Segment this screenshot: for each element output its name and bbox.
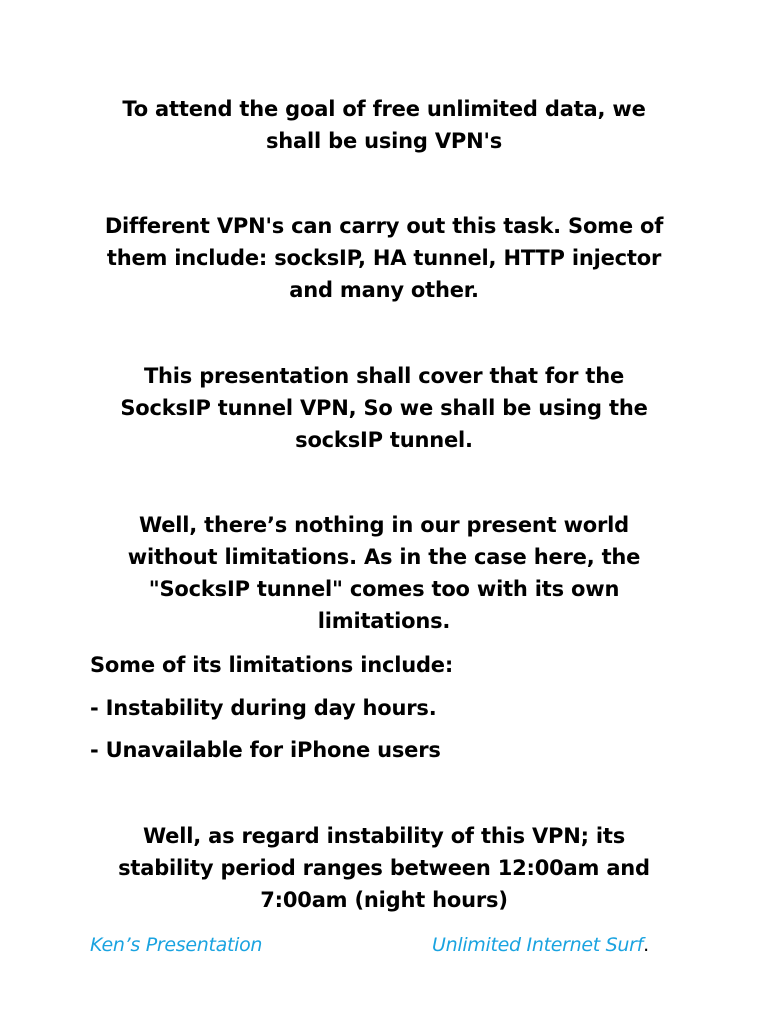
footer-right-text: [432, 930, 649, 960]
vpn-options-line-3: and many other.: [289, 278, 479, 302]
limitations-line-4: limitations.: [317, 609, 451, 633]
limitations-paragraph: [80, 509, 688, 637]
scope-paragraph: [80, 360, 688, 456]
vpn-options-line-2: them include: socksIP, HA tunnel, HTTP injector: [106, 246, 662, 270]
intro-paragraph: [80, 93, 688, 157]
footer-left-text: [90, 930, 262, 960]
limitations-line-1: Well, there’s nothing in our present world: [138, 513, 629, 537]
limitation-item: - Unavailable for iPhone users: [90, 738, 441, 762]
limitation-item: - Instability during day hours.: [90, 696, 437, 720]
footer-tagline: Unlimited Internet Surf: [432, 934, 644, 956]
closing-line-1: Well, as regard instability of this VPN; its: [142, 824, 626, 848]
intro-line-2: shall be using VPN's: [265, 129, 502, 153]
vpn-options-line-1: Different VPN's can carry out this task. Some of: [104, 214, 664, 238]
scope-line-2: SocksIP tunnel VPN, So we shall be using the: [120, 396, 648, 420]
limitations-line-2: without limitations. As in the case here, the: [127, 545, 641, 569]
footer-presenter: Ken’s Presentation: [90, 934, 263, 956]
vpn-options-paragraph: [80, 210, 688, 306]
limitations-intro: Some of its limitations include:: [90, 653, 454, 677]
closing-line-3: 7:00am (night hours): [260, 888, 508, 912]
footer-period: .: [643, 934, 649, 956]
closing-paragraph: [80, 820, 688, 916]
closing-line-2: stability period ranges between 12:00am and: [118, 856, 650, 880]
intro-line-1: To attend the goal of free unlimited data, we: [122, 97, 646, 121]
scope-line-3: socksIP tunnel.: [295, 428, 473, 452]
limitations-line-3: "SocksIP tunnel" comes too with its own: [148, 577, 620, 601]
scope-line-1: This presentation shall cover that for the: [143, 364, 625, 388]
